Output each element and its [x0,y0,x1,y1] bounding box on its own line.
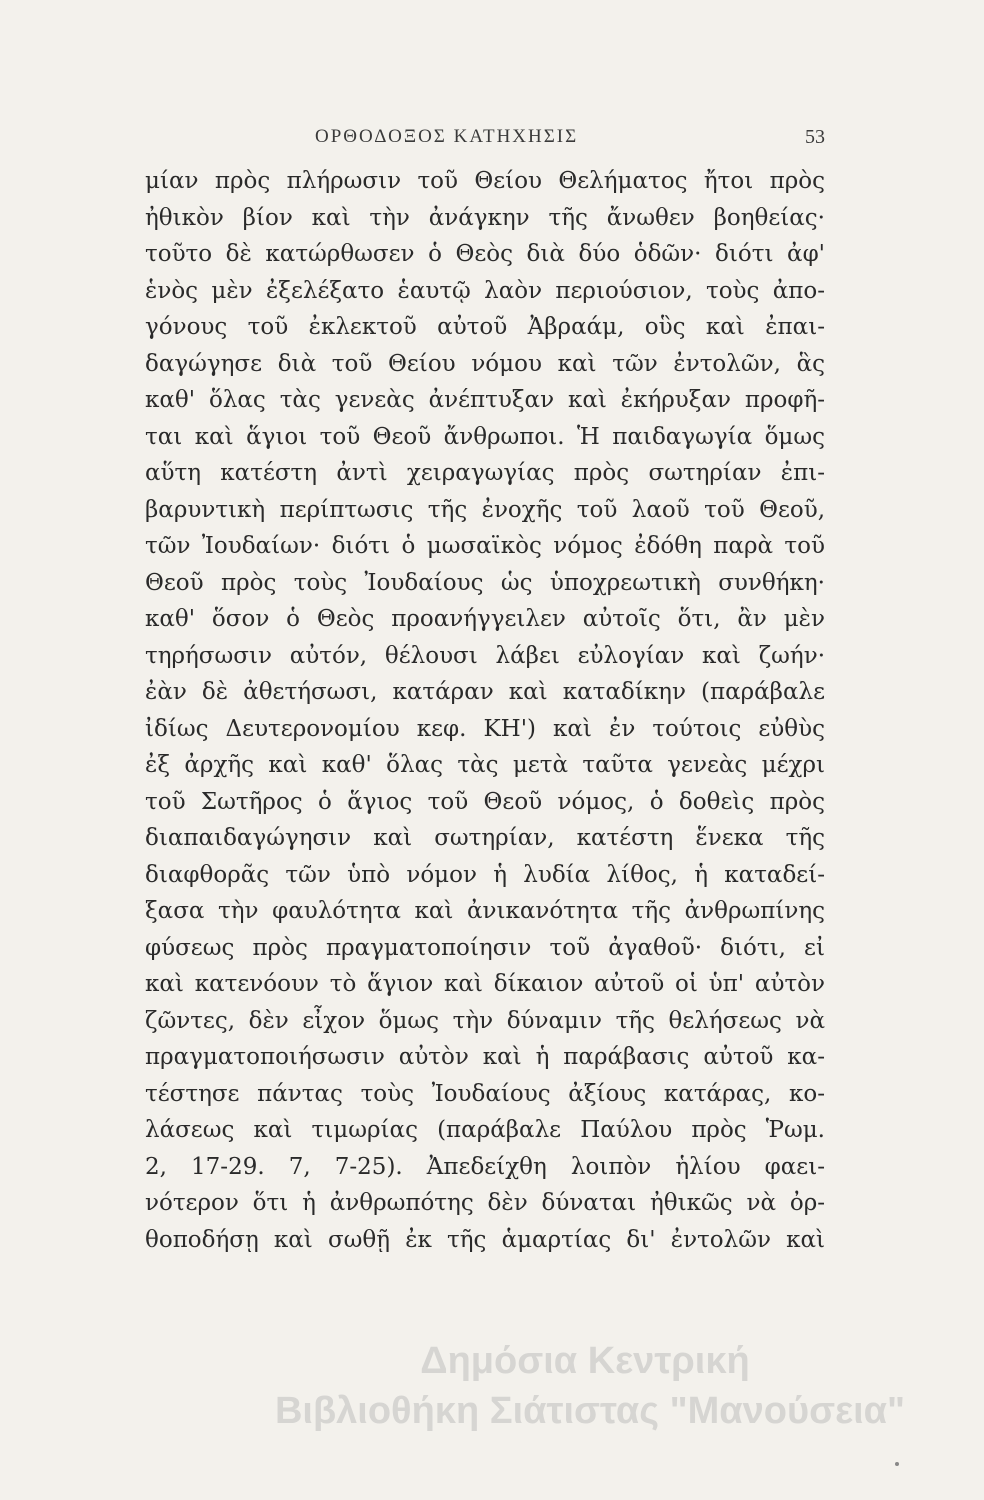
text-line: τῶν Ἰουδαίων· διότι ὁ μωσαϊκὸς νόμος ἐδόθη παρὰ τοῦ [145,533,825,559]
text-line: 2, 17-29. 7, 7-25). Ἀπεδείχθη λοιπὸν ἡλίου φαει- [145,1153,825,1180]
text-line: ἰδίως Δευτερονομίου κεφ. ΚΗ') καὶ ἐν τούτοις εὐθὺς [145,715,825,742]
page-number: 53 [805,126,825,148]
text-line: φύσεως πρὸς πραγματοποίησιν τοῦ ἀγαθοῦ· διότι, εἰ [145,934,825,961]
library-watermark-line-1: Δημόσια Κεντρική [420,1340,750,1382]
text-line: ἐξ ἀρχῆς καὶ καθ' ὅλας τὰς μετὰ ταῦτα γενεὰς μέχρι [145,752,825,778]
text-line: ἑνὸς μὲν ἐξελέξατο ἑαυτῷ λαὸν περιούσιον, τοὺς ἀπο- [145,277,825,304]
ink-speck [895,1462,899,1466]
text-line: καὶ κατενόουν τὸ ἅγιον καὶ δίκαιον αὐτοῦ οἱ ὑπ' αὐτὸν [145,971,825,997]
text-line: τοῦτο δὲ κατώρθωσεν ὁ Θεὸς διὰ δύο ὁδῶν· διότι ἀφ' [145,241,825,267]
text-line: νότερον ὅτι ἡ ἀνθρωπότης δὲν δύναται ἠθικῶς νὰ ὀρ- [145,1190,825,1216]
text-line: ται καὶ ἅγιοι τοῦ Θεοῦ ἄνθρωποι. Ἡ παιδαγωγία ὅμως [145,423,825,450]
text-line: δαγώγησε διὰ τοῦ Θείου νόμου καὶ τῶν ἐντολῶν, ἃς [145,350,825,377]
text-line: Θεοῦ πρὸς τοὺς Ἰουδαίους ὡς ὑποχρεωτικὴ συνθήκη· [145,569,825,596]
text-line: γόνους τοῦ ἐκλεκτοῦ αὐτοῦ Ἀβραάμ, οὓς καὶ ἐπαι- [145,314,825,340]
running-title: ΟΡΘΟΔΟΞΟΣ ΚΑΤΗΧΗΣΙΣ [315,126,579,147]
text-line: αὕτη κατέστη ἀντὶ χειραγωγίας πρὸς σωτηρίαν ἐπι- [145,460,825,486]
text-line: ξασα τὴν φαυλότητα καὶ ἀνικανότητα τῆς ἀνθρωπίνης [145,898,825,924]
text-line: ἐὰν δὲ ἀθετήσωσι, κατάραν καὶ καταδίκην (παράβαλε [145,679,825,705]
text-line: ζῶντες, δὲν εἶχον ὅμως τὴν δύναμιν τῆς θελήσεως νὰ [145,1007,825,1034]
text-line: βαρυντικὴ περίπτωσις τῆς ἐνοχῆς τοῦ λαοῦ τοῦ Θεοῦ, [145,496,825,523]
text-line: τέστησε πάντας τοὺς Ἰουδαίους ἀξίους κατάρας, κο- [145,1080,825,1107]
text-line: καθ' ὅλας τὰς γενεὰς ἀνέπτυξαν καὶ ἐκήρυξαν προφῆ- [145,387,825,413]
text-line: διαφθορᾶς τῶν ὑπὸ νόμον ἡ λυδία λίθος, ἡ καταδεί- [145,861,825,888]
text-line: καθ' ὅσον ὁ Θεὸς προανήγγειλεν αὐτοῖς ὅτι, ἂν μὲν [145,606,825,632]
text-line: πραγματοποιήσωσιν αὐτὸν καὶ ἡ παράβασις αὐτοῦ κα- [145,1044,825,1070]
text-line: τηρήσωσιν αὐτόν, θέλουσι λάβει εὐλογίαν καὶ ζωήν· [145,642,825,669]
library-watermark-line-2: Βιβλιοθήκη Σιάτιστας "Μανούσεια" [274,1390,906,1432]
text-line: διαπαιδαγώγησιν καὶ σωτηρίαν, κατέστη ἕνεκα τῆς [145,825,825,851]
text-line: τοῦ Σωτῆρος ὁ ἅγιος τοῦ Θεοῦ νόμος, ὁ δοθεὶς πρὸς [145,788,825,815]
running-head [145,126,825,156]
text-line: θοποδήσῃ καὶ σωθῇ ἐκ τῆς ἁμαρτίας δι' ἐντολῶν καὶ [145,1226,825,1253]
text-line: μίαν πρὸς πλήρωσιν τοῦ Θείου Θελήματος ἤτοι πρὸς [145,168,825,194]
text-line: ἠθικὸν βίον καὶ τὴν ἀνάγκην τῆς ἄνωθεν βοηθείας· [145,204,825,231]
body-text [145,163,825,1258]
text-line: λάσεως καὶ τιμωρίας (παράβαλε Παύλου πρὸς Ῥωμ. [145,1117,825,1143]
